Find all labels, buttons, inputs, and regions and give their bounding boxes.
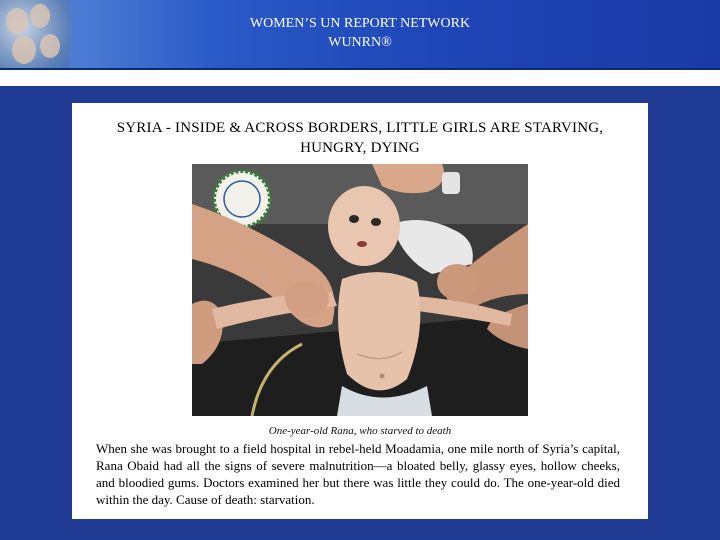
header-women-photo bbox=[0, 0, 70, 68]
header-title: WOMEN’S UN REPORT NETWORK bbox=[249, 16, 471, 31]
slide-title-line-2: HUNGRY, DYING bbox=[300, 140, 420, 156]
photo-of-malnourished-child-icon bbox=[192, 164, 528, 416]
header-subtitle: WUNRN® bbox=[328, 35, 392, 50]
slide-title-line-1: SYRIA - INSIDE & ACROSS BORDERS, LITTLE GIRLS ARE STARVING, bbox=[116, 120, 604, 136]
header-banner bbox=[0, 0, 720, 68]
slide-title bbox=[72, 118, 648, 158]
slide-card bbox=[72, 103, 648, 519]
header-divider bbox=[0, 68, 720, 70]
photo-illustration bbox=[192, 164, 528, 416]
article-paragraph: When she was brought to a field hospital in rebel-held Moadamia, one mile north of Syria’s capital, Rana Obaid had all the signs of severe malnutrition—a bloated belly, glassy eyes, hollow cheeks, and bloodied gums. Doctors examined her but there was little they could do. The one-year-old died within the day. Cause of death: starvation. bbox=[96, 441, 620, 507]
photo-caption: One-year-old Rana, who starved to death bbox=[268, 425, 452, 437]
